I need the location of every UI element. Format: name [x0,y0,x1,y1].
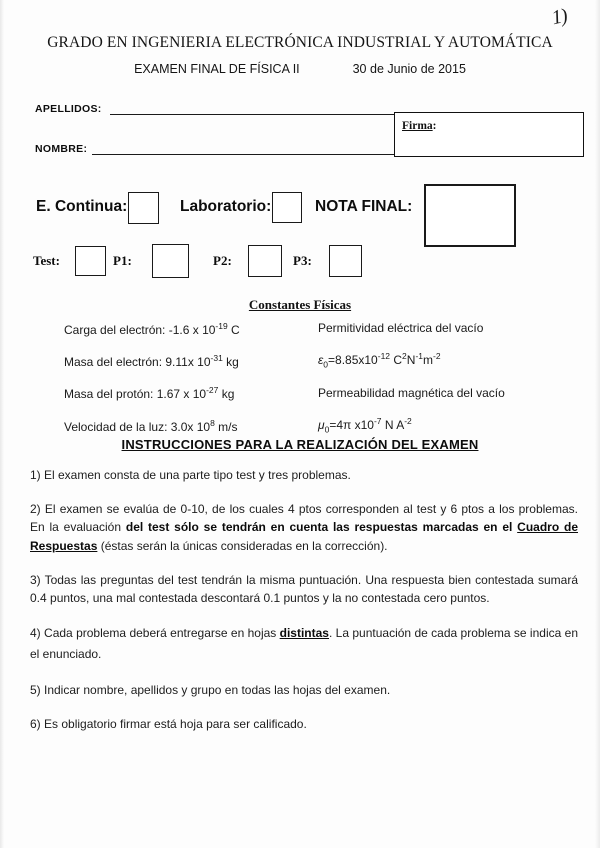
electron-mass-unit: kg [222,355,239,370]
electron-mass-exponent: -31 [210,353,223,364]
p3-label: P3: [293,253,312,268]
p2-box[interactable] [248,245,282,277]
permeability-formula [318,417,588,435]
evaluacion-continua-label: E. Continua: [36,198,128,215]
speed-of-light-unit: m/s [214,419,238,434]
instruction-2-text-start: 2) El examen se evalúa de 0-10, de los cuales 4 ptos corresponden al test y 6 ptos a los problemas. En la evaluación [30,502,578,535]
firma-box[interactable] [394,112,584,157]
firma-colon: : [432,120,437,132]
electron-charge-text: Carga del electrón: -1.6 x 10 [64,323,216,337]
constant-speed-of-light [64,419,324,434]
permeability-name: Permeabilidad magnética del vacío [318,385,505,400]
epsilon-symbol: ε [318,353,324,368]
instruction-4-distintas: distintas [279,626,329,641]
evaluacion-continua-box[interactable] [128,192,159,224]
instructions-list [30,466,578,749]
permeability-exponent: -7 [373,416,382,427]
constant-proton-mass [64,386,324,401]
permeability-value: =4π x10 [329,418,374,433]
speed-of-light-text: Velocidad de la luz: 3.0x 10 [64,419,211,434]
degree-title: GRADO EN INGENIERIA ELECTRÓNICA INDUSTRIAL Y AUTOMÁTICA [47,34,553,51]
permittivity-unit-coulomb: C [390,353,403,368]
firma-label-text: Firma [402,120,433,132]
instruction-item-5: 5) Indicar nombre, apellidos y grupo en todas las hojas del examen. [30,682,391,697]
p3-box[interactable] [329,245,362,277]
proton-mass-unit: kg [218,387,235,402]
apellidos-label: APELLIDOS: [35,103,102,115]
speed-of-light-exponent: 8 [210,417,215,428]
permittivity-unit-meter-exp: -2 [433,351,441,362]
permittivity-formula [318,352,588,370]
mu-subscript: 0 [324,424,330,435]
mu-symbol: μ [318,418,325,433]
p2-label: P2: [213,253,232,268]
exam-name: EXAMEN FINAL DE FÍSICA II [134,62,300,76]
test-label: Test: [33,253,60,268]
nota-final-box[interactable] [424,184,516,247]
permittivity-value: =8.85x10 [328,353,378,368]
electron-charge-exponent: -19 [215,321,228,331]
test-box[interactable] [75,246,106,276]
instruction-2-cuadro-respuestas: Cuadro de Respuestas [30,520,578,553]
proton-mass-text: Masa del protón: 1.67 x 10 [64,387,207,402]
permeability-unit: N A [381,418,405,433]
handwritten-page-mark: 1) [549,4,569,30]
permittivity-exponent: -12 [377,351,391,362]
permeability-unit-ampere-exp: -2 [404,416,412,427]
constants-right-column [318,322,588,452]
laboratorio-box[interactable] [272,192,302,223]
nombre-input[interactable] [92,154,395,155]
instruction-item-4 [30,623,578,664]
firma-label [402,120,437,132]
instruction-item-6: 6) Es obligatorio firmar está hoja para ser calificado. [30,716,307,731]
permittivity-unit-newton-exp: -1 [415,351,423,362]
nombre-label: NOMBRE: [35,143,88,155]
instruction-item-2 [30,500,578,555]
electron-charge-unit: C [227,323,240,337]
instructions-title: INSTRUCCIONES PARA LA REALIZACIÓN DEL EXAMEN [121,437,479,452]
epsilon-subscript: 0 [323,359,329,370]
constant-electron-charge [64,322,324,337]
instruction-4-text-end: . La puntuación de cada problema se indica en el enunciado. [30,626,578,662]
exam-date: 30 de Junio de 2015 [352,62,466,76]
permittivity-unit-coulomb-exp: 2 [402,351,407,362]
exam-subtitle [0,62,600,76]
constants-title: Constantes Físicas [248,297,352,312]
nota-final-label: NOTA FINAL: [315,198,413,215]
permittivity-unit-meter: m [423,353,433,368]
permittivity-name: Permitividad eléctrica del vacío [318,321,484,335]
constant-electron-mass [64,354,324,369]
instruction-item-3: 3) Todas las preguntas del test tendrán la misma puntuación. Una respuesta bien contestada sumará 0.4 puntos, una mal contestada descontará 0.1 puntos y la no contestada cero puntos. [30,572,578,606]
p1-box[interactable] [152,244,189,278]
electron-mass-text: Masa del electrón: 9.11x 10 [64,355,211,370]
instruction-item-1: 1) El examen consta de una parte tipo test y tres problemas. [30,468,351,482]
laboratorio-label: Laboratorio: [180,198,272,215]
constants-left-column [64,322,324,451]
permittivity-unit-newton: N [406,353,416,368]
instruction-2-emphasis: del test sólo se tendrán en cuenta las respuestas marcadas en el [125,520,518,535]
proton-mass-exponent: -27 [206,385,219,396]
p1-label: P1: [113,253,132,268]
instruction-2-text-end: (éstas serán la únicas consideradas en la corrección). [97,538,388,553]
instruction-4-text-start: 4) Cada problema deberá entregarse en hojas [30,626,280,641]
apellidos-input[interactable] [110,114,395,115]
